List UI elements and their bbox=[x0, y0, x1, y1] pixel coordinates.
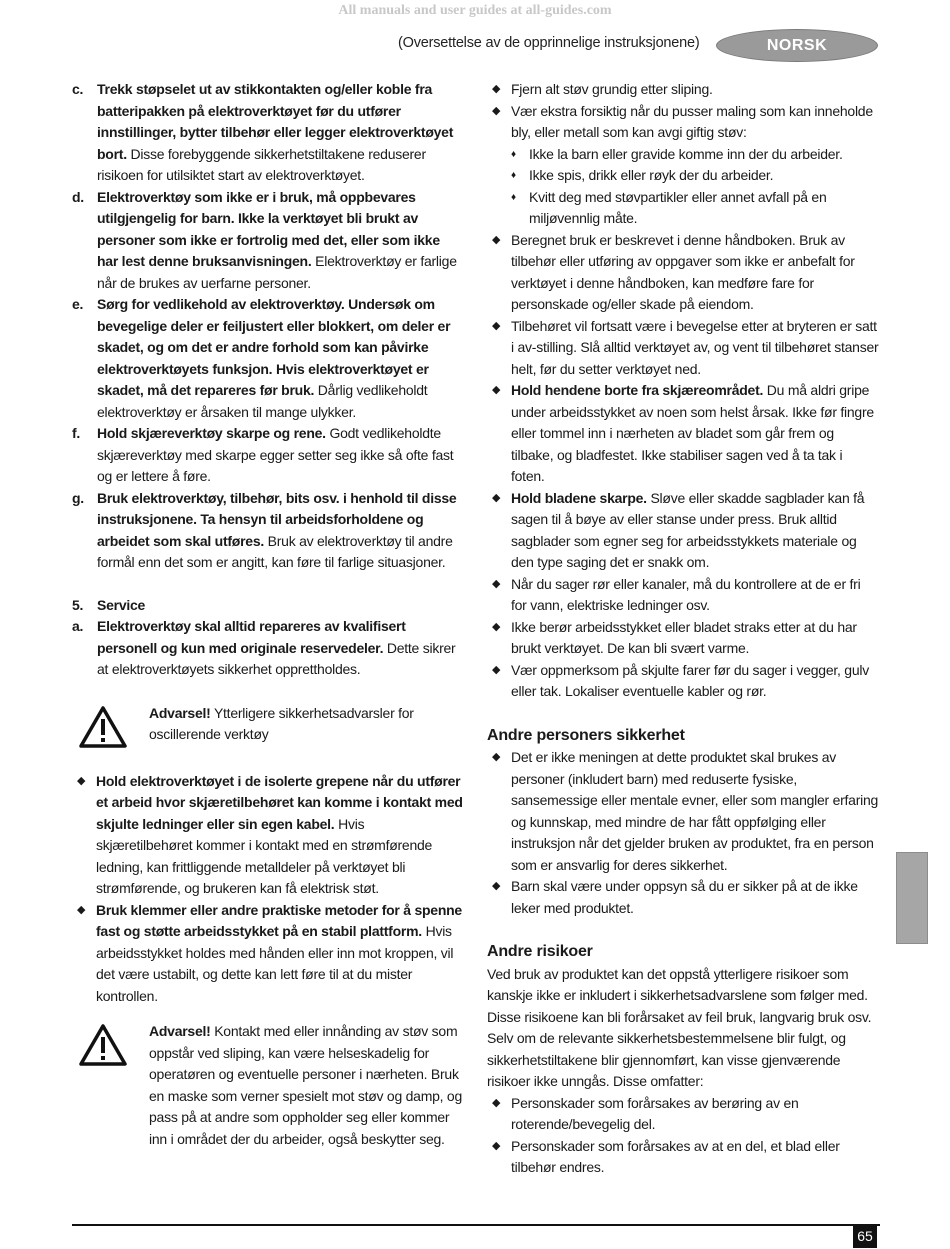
item-text: Sløve eller skadde sagblader kan få sagen til å bøye av eller stanse under press. Bruk alltid sagblader som egner seg for arbeidsstykkets materiale og den type saging det er snakk om. bbox=[511, 489, 865, 570]
item-bold-text: Elektroverktøy som ikke er i bruk, må oppbevares utilgjengelig for barn. Ikke la verktøyet bli brukt av personer som ikke er fortrolig med det, eller som ikke har lest denne bruksanvisningen. bbox=[97, 188, 440, 269]
item-text: Vær ekstra forsiktig når du pusser maling som kan inneholde bly, eller metall som kan avgi giftig støv: bbox=[511, 102, 873, 140]
diamond-bullet-icon: ♦ bbox=[511, 148, 516, 160]
item-bold-text: Trekk støpselet ut av stikkontakten og/eller koble fra batteripakken på elektroverktøyet før du utfører innstillinger, bytter tilbehør eller legger elektroverktøyet bort. bbox=[97, 81, 454, 162]
diamond-bullet-icon: ◆ bbox=[492, 663, 501, 676]
list-item bbox=[487, 1093, 879, 1136]
list-item bbox=[487, 316, 879, 381]
list-item-g bbox=[72, 488, 464, 574]
footer-rule bbox=[72, 1224, 880, 1226]
header-subtitle: (Oversettelse av de opprinnelige instruksjonene) bbox=[398, 35, 700, 51]
list-item bbox=[487, 79, 879, 101]
item-text: Kvitt deg med støvpartikler eller annet avfall på en miljøvennlig måte. bbox=[529, 188, 827, 226]
diamond-bullet-icon: ◆ bbox=[492, 104, 501, 117]
list-item bbox=[487, 101, 879, 144]
item-text: Elektroverktøy er farlige når de brukes av uerfarne personer. bbox=[97, 253, 457, 291]
item-text: Beregnet bruk er beskrevet i denne håndboken. Bruk av tilbehør eller utføring av oppgaver som ikke er anbefalt for verktøyet i denne håndboken, kan medføre fare for personskade og/eller skade på eiendom. bbox=[511, 231, 855, 312]
diamond-bullet-icon: ◆ bbox=[492, 1139, 501, 1152]
warning-text: Kontakt med eller innånding av støv som oppstår ved sliping, kan være helseskadelig for operatøren og eventuelle personer i nærheten. Bruk en maske som verner spesielt mot støv og damp, og pass på at andre som oppholder seg eller kommer inn i området der du arbeider, også beskytter seg. bbox=[149, 1023, 462, 1147]
language-badge: NORSK bbox=[716, 29, 878, 62]
paragraph: Selv om de relevante sikkerhetsbestemmelsene blir fulgt, og sikkerhetstiltakene blir gjennomført, kan visse gjenværende risikoer ikke unngås. Disse omfatter: bbox=[487, 1030, 846, 1089]
item-marker: e. bbox=[72, 296, 84, 312]
list-item-a bbox=[72, 616, 464, 681]
sub-list-item bbox=[487, 144, 879, 166]
left-column bbox=[72, 79, 464, 1150]
item-text: Vær oppmerksom på skjulte farer før du sager i vegger, gulv eller tak. Lokaliser eventuelle kabler og rør. bbox=[511, 661, 869, 699]
warning-label: Advarsel! bbox=[149, 1023, 211, 1039]
diamond-bullet-icon: ◆ bbox=[492, 620, 501, 633]
section-heading-andre-risikoer: Andre risikoer bbox=[487, 943, 593, 960]
right-column bbox=[487, 79, 879, 1179]
item-marker: f. bbox=[72, 425, 81, 441]
section-number: 5. bbox=[72, 596, 84, 613]
item-bold-text: Elektroverktøy skal alltid repareres av kvalifisert personell og kun med originale reservedeler. bbox=[97, 618, 406, 656]
list-item bbox=[487, 617, 879, 660]
list-item bbox=[487, 574, 879, 617]
item-text: Dårlig vedlikeholdt elektroverktøy er årsaken til mange ulykker. bbox=[97, 382, 428, 420]
list-item bbox=[72, 771, 464, 900]
item-bold-text: Sørg for vedlikehold av elektroverktøy. Undersøk om bevegelige deler er feiljustert eller blokkert, om deler er skadet, og om det er andre forhold som kan påvirke elektroverktøyets funksjon. Hvis elektroverktøyet er skadet, må det repareres før bruk. bbox=[97, 296, 451, 398]
diamond-bullet-icon: ◆ bbox=[492, 319, 501, 332]
diamond-bullet-icon: ◆ bbox=[492, 83, 501, 95]
paragraph: Ved bruk av produktet kan det oppstå ytterligere risikoer som kanskje ikke er inkludert i sikkerhetsadvarslene som følger med. Disse risikoene kan bli forårsaket av feil bruk, langvarig bruk osv. bbox=[487, 965, 872, 1025]
item-bold-text: Hold skjæreverktøy skarpe og rene. bbox=[97, 425, 326, 441]
diamond-bullet-icon: ◆ bbox=[492, 1096, 501, 1109]
item-marker: g. bbox=[72, 489, 84, 506]
item-text: Ikke la barn eller gravide komme inn der du arbeider. bbox=[529, 145, 843, 162]
list-item-c bbox=[72, 79, 464, 187]
page-number: 65 bbox=[853, 1224, 877, 1248]
list-item-d bbox=[72, 187, 464, 295]
list-item-f bbox=[72, 423, 464, 488]
item-text: Ikke spis, drikk eller røyk der du arbeider. bbox=[529, 167, 774, 183]
diamond-bullet-icon: ◆ bbox=[492, 233, 501, 246]
list-item bbox=[487, 747, 879, 876]
item-text: Fjern alt støv grundig etter sliping. bbox=[511, 81, 713, 97]
item-marker: c. bbox=[72, 81, 84, 97]
item-bold-text: Bruk elektroverktøy, tilbehør, bits osv. i henhold til disse instruksjonene. Ta hensyn til arbeidsforholdene og arbeidet som skal utføres. bbox=[97, 489, 457, 549]
diamond-bullet-icon: ◆ bbox=[77, 774, 86, 787]
diamond-bullet-icon: ♦ bbox=[511, 191, 516, 203]
list-item bbox=[487, 660, 879, 703]
warning-triangle-icon bbox=[78, 1023, 128, 1067]
warning-text: Ytterligere sikkerhetsadvarsler for oscillerende verktøy bbox=[149, 704, 414, 742]
item-text: Tilbehøret vil fortsatt være i bevegelse etter at bryteren er satt i av-stilling. Slå alltid verktøyet av, og vent til tilbehøret stanser helt, før du setter verktøyet ned. bbox=[511, 317, 879, 377]
item-text: Godt vedlikeholdte skjæreverktøy med skarpe egger setter seg ikke så ofte fast og er lettere å føre. bbox=[97, 425, 454, 484]
item-marker: a. bbox=[72, 618, 84, 634]
item-text: Personskader som forårsakes av berøring av en roterende/bevegelig del. bbox=[511, 1094, 799, 1132]
item-text: Hvis skjæretilbehøret kommer i kontakt med en strømførende ledning, kan frittliggende metalldeler på verktøyet bli strømførende, og brukeren kan få elektrisk støt. bbox=[96, 815, 433, 896]
diamond-bullet-icon: ◆ bbox=[492, 880, 501, 892]
list-item bbox=[487, 876, 879, 919]
list-item bbox=[487, 380, 879, 488]
item-text: Det er ikke meningen at dette produktet skal brukes av personer (inkludert barn) med reduserte fysiske, sansemessige eller mentale evner, eller som mangler erfaring og kunnskap, med mindre de har fått oppfølging eller instruksjon når det gjelder bruken av produktet, fra en person som er ansvarlig for deres sikkerhet. bbox=[511, 749, 879, 873]
item-bold-text: Bruk klemmer eller andre praktiske metoder for å spenne fast og støtte arbeidsstykket på en stabil plattform. bbox=[96, 901, 462, 939]
list-item bbox=[487, 488, 879, 574]
list-item bbox=[487, 1136, 879, 1179]
diamond-bullet-icon: ♦ bbox=[511, 170, 516, 181]
item-text: Hvis arbeidsstykket holdes med hånden eller inn mot kroppen, vil det være ustabilt, og dette kan lett føre til at du mister kontrollen. bbox=[96, 923, 454, 1004]
warning-block bbox=[72, 1021, 464, 1150]
section-title: Service bbox=[97, 596, 146, 613]
item-text: Når du sager rør eller kanaler, må du kontrollere at de er fri for vann, elektriske ledninger osv. bbox=[511, 575, 861, 613]
section-heading-andre-personer: Andre personers sikkerhet bbox=[487, 726, 685, 744]
diamond-bullet-icon: ◆ bbox=[492, 577, 501, 590]
item-text: Bruk av elektroverktøy til andre formål enn det som er angitt, kan føre til farlige situasjoner. bbox=[97, 532, 453, 570]
item-text: Ikke berør arbeidsstykket eller bladet straks etter at du har brukt verktøyet. De kan bli svært varme. bbox=[511, 618, 857, 656]
list-item bbox=[487, 230, 879, 316]
item-text: Barn skal være under oppsyn så du er sikker på at de ikke leker med produktet. bbox=[511, 878, 858, 916]
diamond-bullet-icon: ◆ bbox=[492, 491, 501, 504]
list-item-e bbox=[72, 294, 464, 423]
sub-list-item bbox=[487, 165, 879, 187]
item-bold-text: Hold elektroverktøyet i de isolerte grepene når du utfører et arbeid hvor skjæretilbehøret kan komme i kontakt med skjulte ledninger eller sin egen kabel. bbox=[96, 772, 463, 832]
item-bold-text: Hold bladene skarpe. bbox=[511, 489, 647, 506]
diamond-bullet-icon: ◆ bbox=[492, 384, 501, 396]
warning-label: Advarsel! bbox=[149, 704, 211, 721]
watermark: All manuals and user guides at all-guides.com bbox=[338, 3, 612, 18]
list-item bbox=[72, 900, 464, 1008]
warning-block bbox=[72, 703, 464, 757]
section-heading-service bbox=[72, 595, 464, 617]
warning-triangle-icon bbox=[78, 705, 128, 749]
side-tab bbox=[896, 852, 928, 944]
sub-list-item bbox=[487, 187, 879, 230]
item-text: Dette sikrer at elektroverktøyets sikkerhet opprettholdes. bbox=[97, 639, 456, 677]
item-text: Disse forebyggende sikkerhetstiltakene reduserer risikoen for utilsiktet start av elektroverktøyet. bbox=[97, 145, 426, 183]
item-bold-text: Hold hendene borte fra skjæreområdet. bbox=[511, 382, 764, 398]
item-text: Personskader som forårsakes av at en del, et blad eller tilbehør endres. bbox=[511, 1137, 840, 1175]
item-marker: d. bbox=[72, 188, 84, 205]
diamond-bullet-icon: ◆ bbox=[77, 903, 86, 916]
diamond-bullet-icon: ◆ bbox=[492, 751, 501, 763]
item-text: Du må aldri gripe under arbeidsstykket av noen som helst årsak. Ikke før fingre eller tommel inn i nærheten av bladet som går frem og tilbake, og bladfestet. Ikke stabiliser sagen ved å ta tak i foten. bbox=[511, 382, 874, 484]
